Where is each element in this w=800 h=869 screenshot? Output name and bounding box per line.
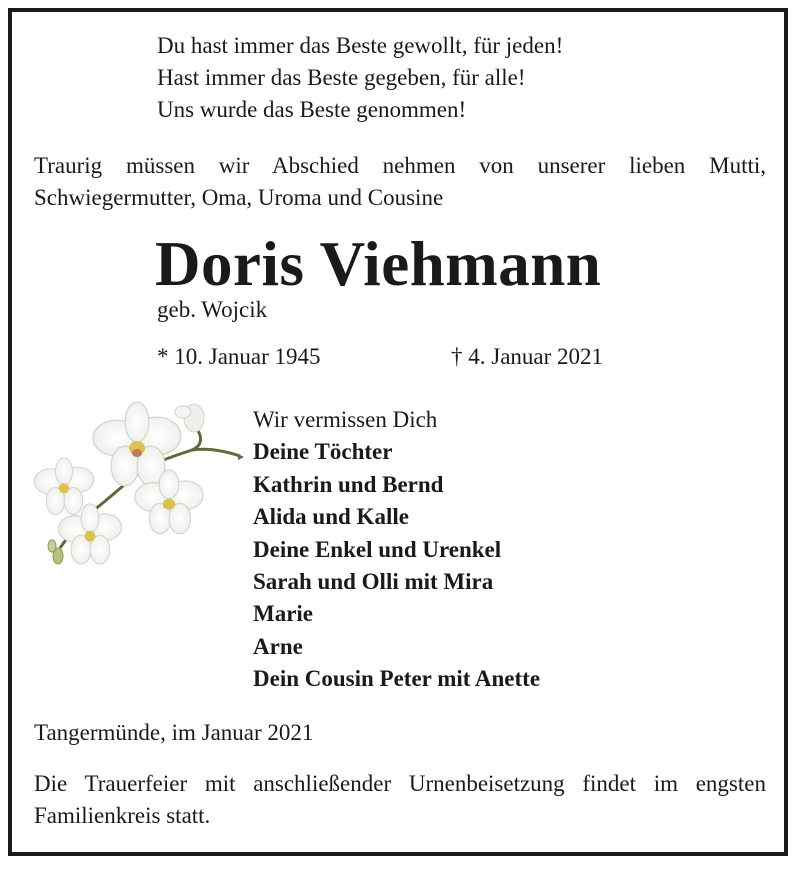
family-line: Kathrin und Bernd [253, 471, 444, 497]
birth-date: * 10. Januar 1945 [157, 344, 321, 369]
mourners-list [253, 404, 540, 696]
place-date: Tangermünde, im Januar 2021 [34, 720, 314, 745]
intro-text: Traurig müssen wir Abschied nehmen von unserer lieben Mutti, Schwiegermutter, Oma, Uroma und Cousine [34, 153, 766, 210]
family-line: Arne [253, 633, 303, 659]
miss-line: Wir vermissen Dich [253, 407, 438, 432]
family-line: Sarah und Olli mit Mira [253, 569, 494, 595]
verse-line: Uns wurde das Beste genommen! [157, 97, 467, 122]
orchid-icon [34, 398, 244, 576]
funeral-note: Die Trauerfeier mit anschließender Urnenbeisetzung findet im engsten Familienkreis statt. [34, 771, 766, 828]
family-line: Deine Enkel und Urenkel [253, 536, 502, 562]
family-line: Marie [253, 601, 314, 627]
deceased-name: Doris Viehmann [155, 229, 602, 299]
family-line: Alida und Kalle [253, 504, 409, 530]
memorial-verse [157, 30, 563, 126]
verse-line: Hast immer das Beste gegeben, für alle! [157, 65, 526, 90]
family-line: Dein Cousin Peter mit Anette [253, 666, 541, 692]
death-date: † 4. Januar 2021 [451, 344, 604, 369]
family-line: Deine Töchter [253, 439, 393, 465]
verse-line: Du hast immer das Beste gewollt, für jeden! [157, 33, 564, 58]
birth-name: geb. Wojcik [157, 297, 268, 322]
